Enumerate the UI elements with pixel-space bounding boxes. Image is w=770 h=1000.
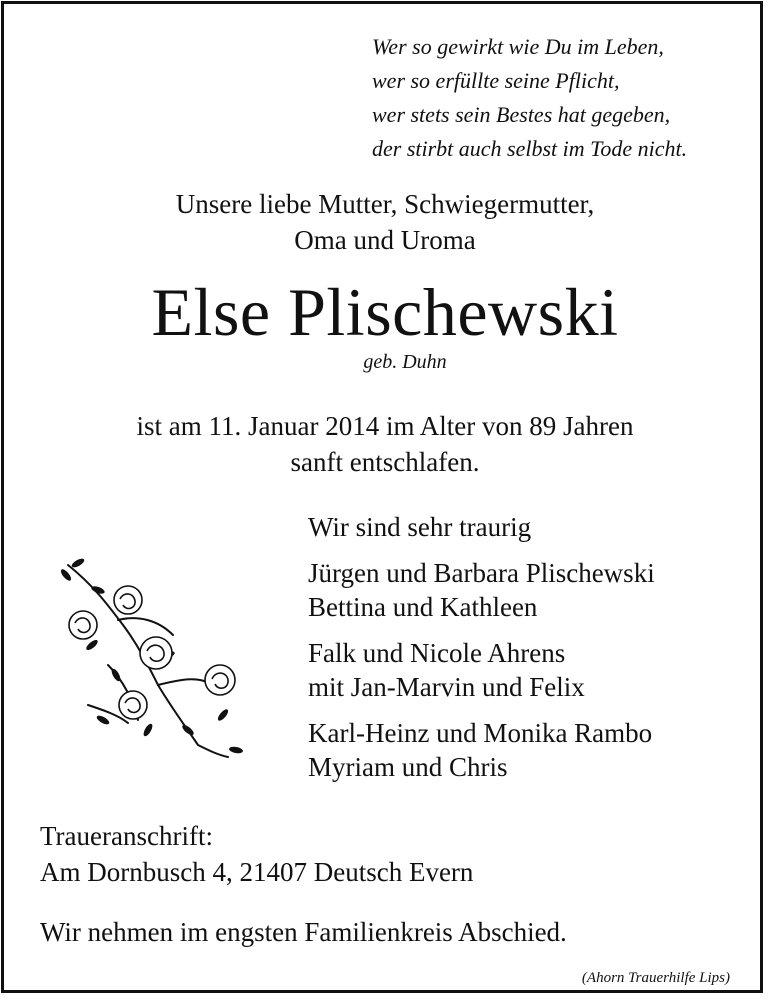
farewell-note: Wir nehmen im engsten Familienkreis Abschied. bbox=[40, 917, 567, 947]
intro-text bbox=[0, 186, 770, 258]
announcement-line-1: ist am 11. Januar 2014 im Alter von 89 Jahren bbox=[136, 411, 634, 441]
mourning-address bbox=[40, 818, 473, 890]
intro-line-1: Unsere liebe Mutter, Schwiegermutter, bbox=[175, 189, 595, 219]
mourner-line: Falk und Nicole Ahrens bbox=[308, 638, 566, 668]
address-value: Am Dornbusch 4, 21407 Deutsch Evern bbox=[40, 857, 474, 887]
poem-line: wer stets sein Bestes hat gegeben, bbox=[372, 102, 671, 127]
mourner-group bbox=[308, 556, 655, 624]
mourner-line: mit Jan-Marvin und Felix bbox=[308, 672, 585, 702]
poem bbox=[372, 30, 687, 166]
mourner-group bbox=[308, 636, 655, 704]
intro-line-2: Oma und Uroma bbox=[294, 225, 476, 255]
poem-line: der stirbt auch selbst im Tode nicht. bbox=[372, 136, 688, 161]
mourners-heading: Wir sind sehr traurig bbox=[308, 512, 532, 542]
mourners-list bbox=[308, 510, 655, 796]
mourner-line: Jürgen und Barbara Plischewski bbox=[308, 558, 655, 588]
mourner-line: Myriam und Chris bbox=[308, 752, 508, 782]
mourner-group bbox=[308, 716, 655, 784]
birth-name: geb. Duhn bbox=[363, 351, 447, 373]
poem-line: wer so erfüllte seine Pflicht, bbox=[372, 68, 620, 93]
funeral-home-credit: (Ahorn Trauerhilfe Lips) bbox=[581, 970, 730, 986]
announcement-line-2: sanft entschlafen. bbox=[290, 447, 480, 477]
roses-illustration-icon bbox=[48, 545, 248, 765]
address-label: Traueranschrift: bbox=[40, 821, 213, 851]
mourner-line: Bettina und Kathleen bbox=[308, 592, 538, 622]
poem-line: Wer so gewirkt wie Du im Leben, bbox=[372, 34, 664, 59]
death-announcement bbox=[0, 408, 770, 480]
deceased-name: Else Plischewski bbox=[151, 274, 619, 350]
mourner-line: Karl-Heinz und Monika Rambo bbox=[308, 718, 653, 748]
